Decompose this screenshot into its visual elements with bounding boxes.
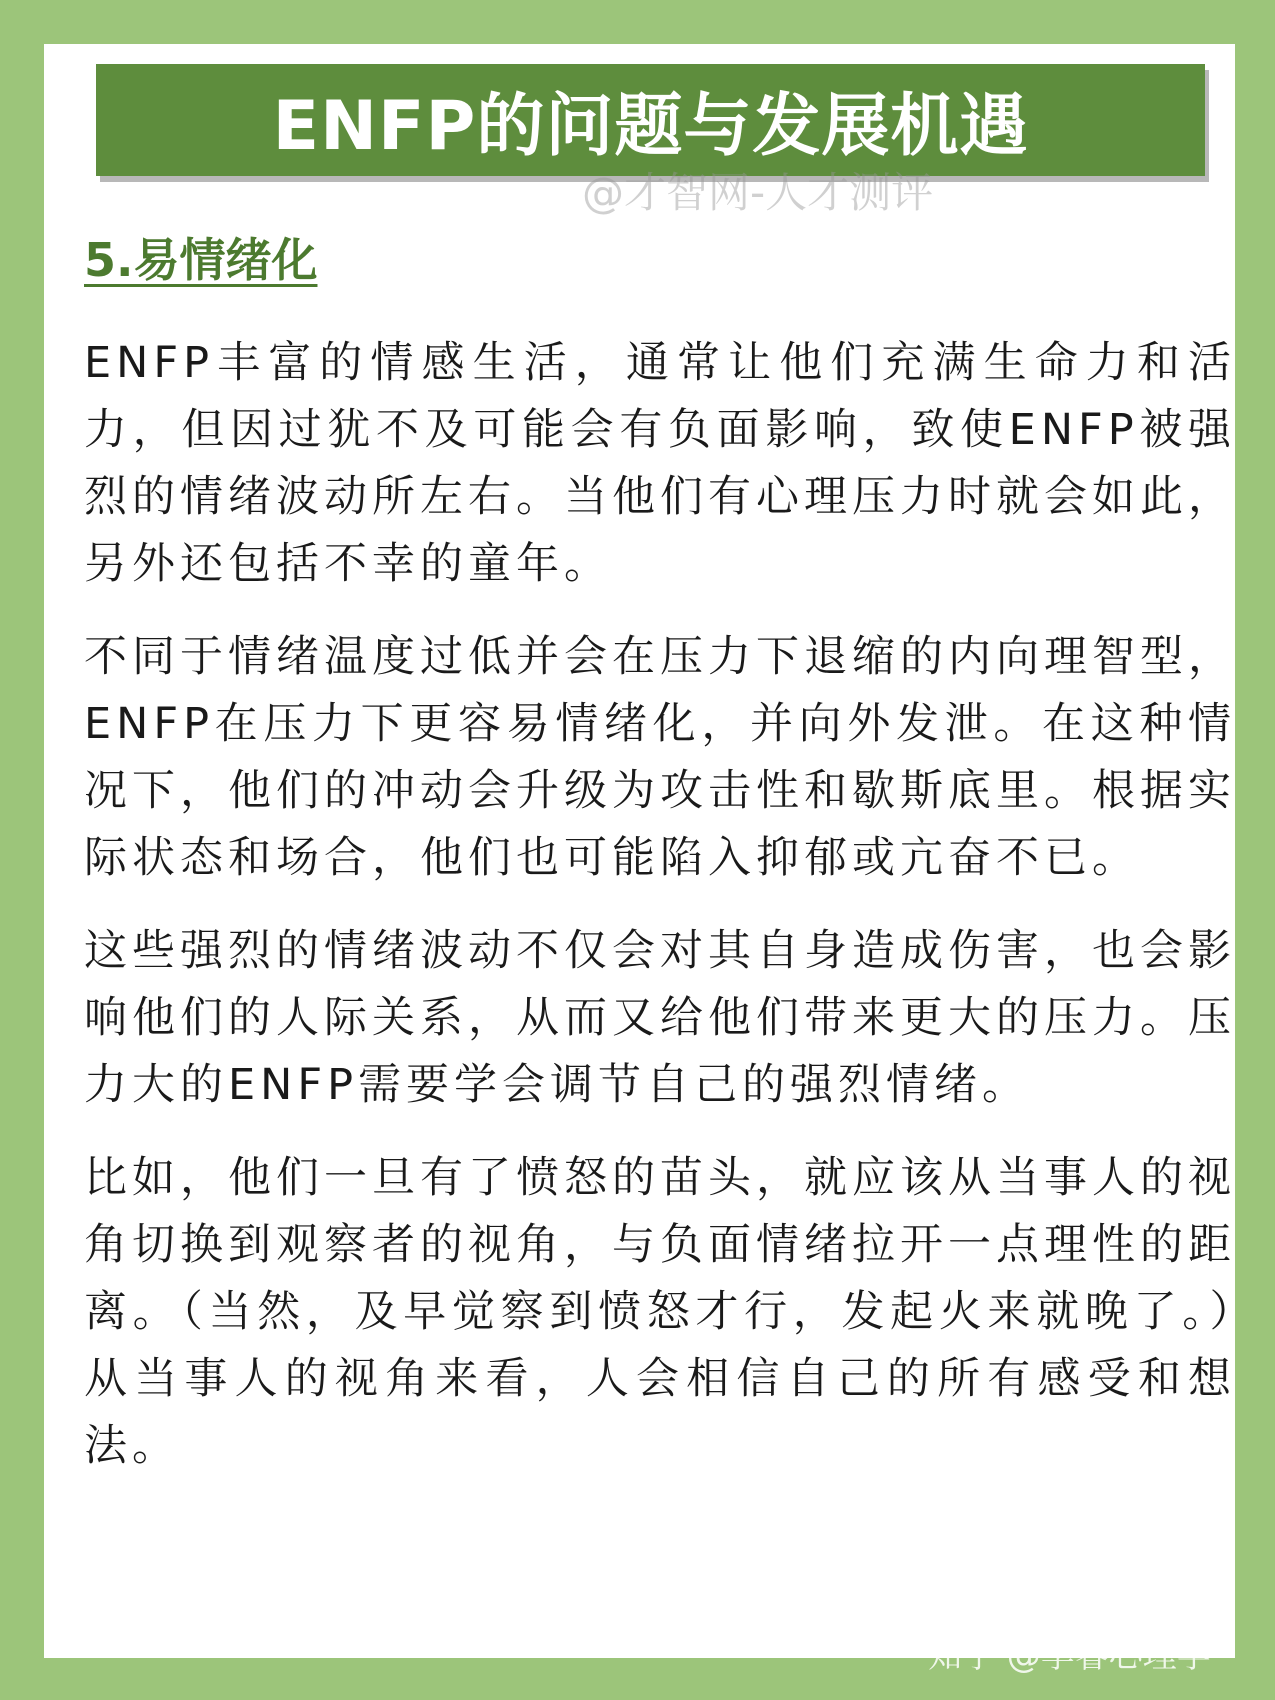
page-title: ENFP的问题与发展机遇 bbox=[272, 86, 1029, 166]
section-heading: 5.易情绪化 bbox=[84, 233, 318, 287]
watermark-bottom: 知乎 @李睿心理学 bbox=[928, 1636, 1211, 1676]
watermark-top: @才智网-人才测评 bbox=[582, 168, 934, 217]
paragraph-1: ENFP丰富的情感生活，通常让他们充满生命力和活力，但因过犹不及可能会有负面影响，致使ENFP被强烈的情绪波动所左右。当他们有心理压力时就会如此，另外还包括不幸的童年。 bbox=[84, 338, 1236, 589]
article-body bbox=[84, 330, 1236, 1506]
paragraph-2: 不同于情绪温度过低并会在压力下退缩的内向理智型，ENFP在压力下更容易情绪化，并向外发泄。在这种情况下，他们的冲动会升级为攻击性和歇斯底里。根据实际状态和场合，他们也可能陷入抑郁或亢奋不已。 bbox=[84, 632, 1236, 883]
paragraph-4: 比如，他们一旦有了愤怒的苗头，就应该从当事人的视角切换到观察者的视角，与负面情绪拉开一点理性的距离。（当然，及早觉察到愤怒才行，发起火来就晚了。）从当事人的视角来看，人会相信自己的所有感受和想法。 bbox=[84, 1153, 1236, 1471]
content-card bbox=[44, 44, 1235, 1658]
paragraph-3: 这些强烈的情绪波动不仅会对其自身造成伤害，也会影响他们的人际关系，从而又给他们带来更大的压力。压力大的ENFP需要学会调节自己的强烈情绪。 bbox=[84, 926, 1236, 1110]
